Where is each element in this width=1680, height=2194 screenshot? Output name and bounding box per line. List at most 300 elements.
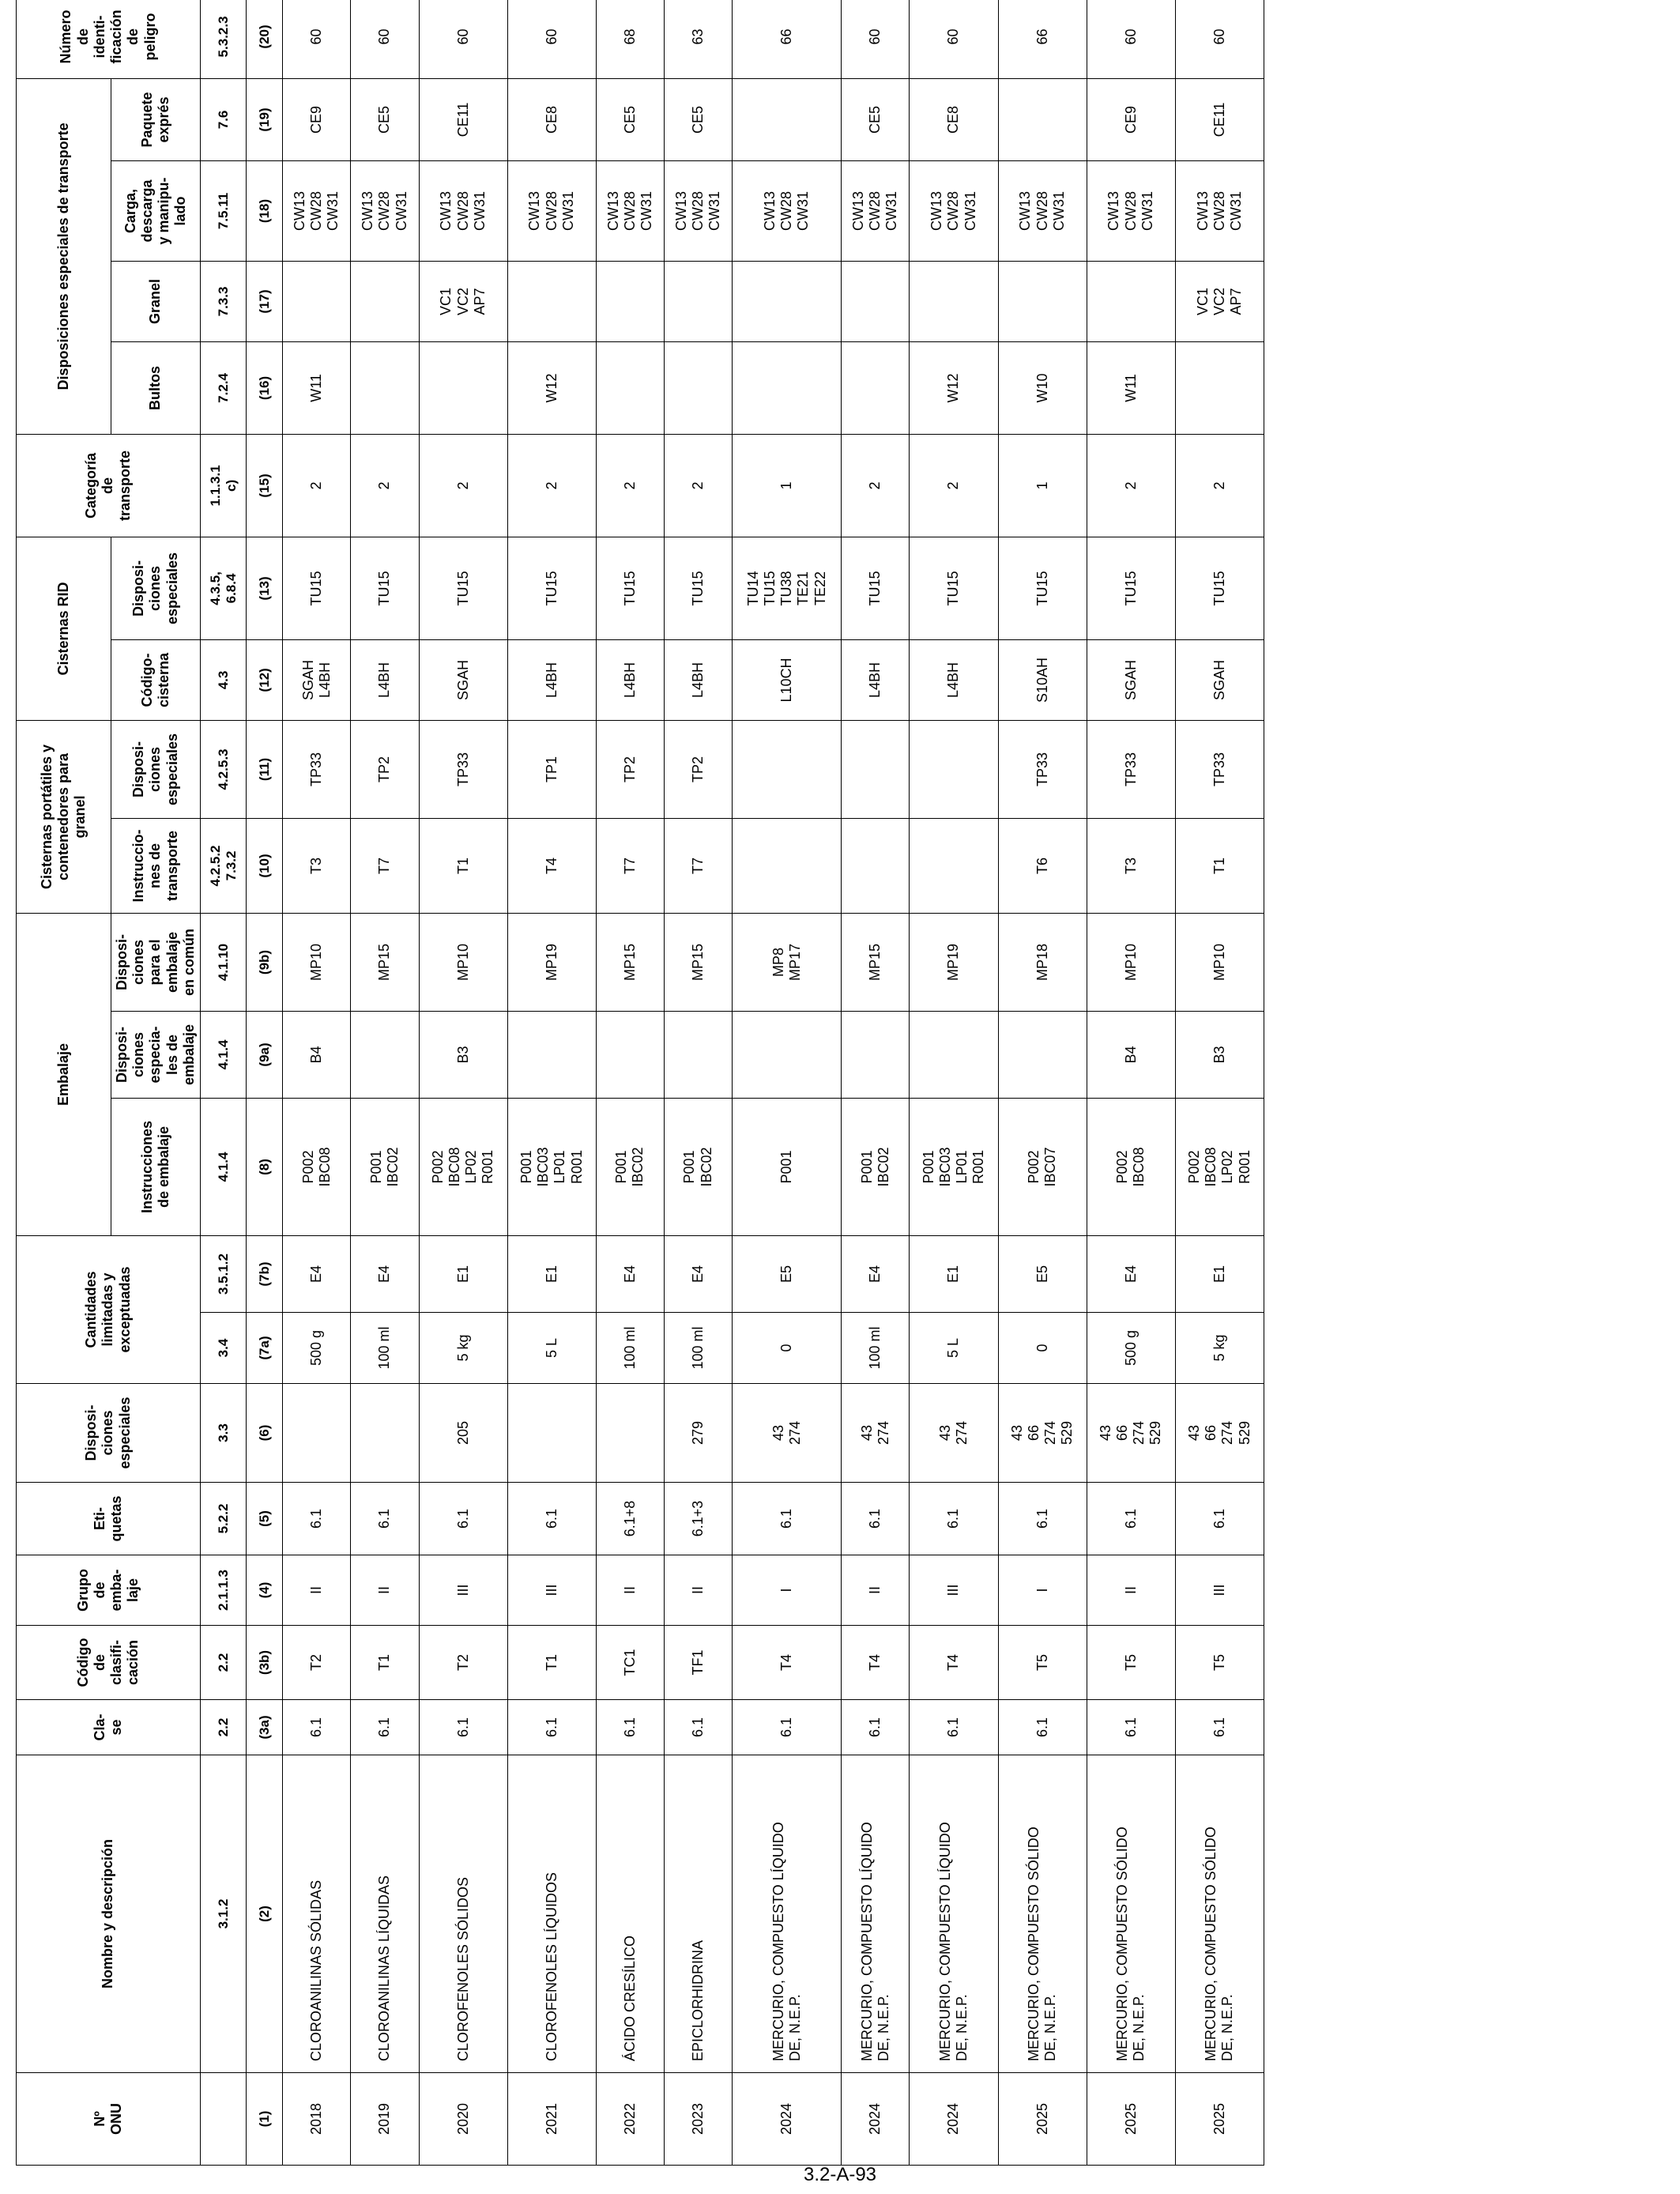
column-number-cell: (19) xyxy=(247,78,283,160)
table-cell: MP15 xyxy=(665,913,733,1011)
table-cell xyxy=(842,1012,910,1099)
header-limited-quantities: Cantidades limitadas y exceptuadas xyxy=(17,1236,201,1384)
table-row xyxy=(1087,0,1175,2166)
table-cell: CW13 CW28 CW31 xyxy=(507,160,596,261)
table-cell: E4 xyxy=(351,1236,419,1313)
table-cell: T1 xyxy=(419,818,507,913)
table-cell: P001 xyxy=(733,1099,842,1236)
table-cell xyxy=(665,1012,733,1099)
table-cell: CW13 CW28 CW31 xyxy=(1087,160,1175,261)
table-cell: III xyxy=(1175,1555,1264,1626)
table-cell: CW13 CW28 CW31 xyxy=(842,160,910,261)
table-cell: T3 xyxy=(283,818,351,913)
table-cell: W11 xyxy=(283,341,351,434)
table-cell: TF1 xyxy=(665,1626,733,1700)
header-class: Cla- se xyxy=(17,1700,201,1755)
table-cell: 500 g xyxy=(283,1313,351,1384)
table-cell: T1 xyxy=(351,1626,419,1700)
header-rid-tanks: Cisternas RID xyxy=(17,537,111,720)
table-cell: II xyxy=(351,1555,419,1626)
table-cell xyxy=(733,341,842,434)
substance-name-cell: MERCURIO, COMPUESTO LÍQUIDO DE, N.E.P. xyxy=(733,1755,842,2073)
header-special-transport: Disposiciones especiales de transporte xyxy=(17,78,111,434)
column-number-cell: (17) xyxy=(247,261,283,341)
substance-name-cell: MERCURIO, COMPUESTO SÓLIDO DE, N.E.P. xyxy=(1087,1755,1175,2073)
table-cell: TP33 xyxy=(1175,720,1264,818)
table-row xyxy=(1175,0,1264,2166)
table-cell xyxy=(998,1012,1087,1099)
table-cell: L4BH xyxy=(507,639,596,720)
column-number-cell: (2) xyxy=(247,1755,283,2073)
table-cell: TP2 xyxy=(596,720,664,818)
table-cell xyxy=(596,261,664,341)
table-cell: TP33 xyxy=(998,720,1087,818)
table-cell: 6.1 xyxy=(998,1700,1087,1755)
table-cell: CW13 CW28 CW31 xyxy=(998,160,1087,261)
table-cell: E4 xyxy=(283,1236,351,1313)
table-cell: 5 L xyxy=(910,1313,998,1384)
table-cell: MP15 xyxy=(596,913,664,1011)
table-cell xyxy=(596,1384,664,1483)
column-number-cell: (10) xyxy=(247,818,283,913)
table-cell xyxy=(910,261,998,341)
table-cell: TP1 xyxy=(507,720,596,818)
table-cell: T1 xyxy=(507,1626,596,1700)
table-cell: 6.1 xyxy=(351,1700,419,1755)
table-cell: P002 IBC08 LP02 R001 xyxy=(419,1099,507,1236)
table-row xyxy=(733,0,842,2166)
table-cell: E4 xyxy=(1087,1236,1175,1313)
table-cell: 100 ml xyxy=(842,1313,910,1384)
table-cell: 6.1+8 xyxy=(596,1483,664,1555)
substance-name-cell: MERCURIO, COMPUESTO LÍQUIDO DE, N.E.P. xyxy=(842,1755,910,2073)
substance-name-cell: CLOROANILINAS SÓLIDAS xyxy=(283,1755,351,2073)
table-cell: CE8 xyxy=(507,78,596,160)
table-cell: 2 xyxy=(419,434,507,537)
table-cell: 6.1 xyxy=(733,1483,842,1555)
header-tank-special: Disposi- ciones especiales xyxy=(111,537,201,639)
table-cell: L4BH xyxy=(910,639,998,720)
table-cell: 1 xyxy=(998,434,1087,537)
table-cell: II xyxy=(842,1555,910,1626)
table-cell: 1 xyxy=(733,434,842,537)
table-cell xyxy=(351,1384,419,1483)
table-cell: I xyxy=(733,1555,842,1626)
table-cell: 5 L xyxy=(507,1313,596,1384)
table-cell: T4 xyxy=(733,1626,842,1700)
table-cell: E5 xyxy=(733,1236,842,1313)
table-row xyxy=(665,0,733,2166)
table-cell: CE5 xyxy=(665,78,733,160)
table-cell: SGAH xyxy=(1175,639,1264,720)
table-cell: 43 274 xyxy=(842,1384,910,1483)
column-number-cell: (5) xyxy=(247,1483,283,1555)
table-cell: 279 xyxy=(665,1384,733,1483)
un-number-cell: 2019 xyxy=(351,2073,419,2166)
table-cell: P001 IBC02 xyxy=(665,1099,733,1236)
table-cell xyxy=(351,261,419,341)
table-cell xyxy=(842,261,910,341)
table-cell: T2 xyxy=(283,1626,351,1700)
column-number-cell: (12) xyxy=(247,639,283,720)
table-cell: CW13 CW28 CW31 xyxy=(733,160,842,261)
substance-name-cell: EPICLORHIDRINA xyxy=(665,1755,733,2073)
table-cell: W11 xyxy=(1087,341,1175,434)
column-number-cell: (16) xyxy=(247,341,283,434)
table-cell: 500 g xyxy=(1087,1313,1175,1384)
table-cell: 68 xyxy=(596,0,664,78)
table-cell: P001 IBC03 LP01 R001 xyxy=(507,1099,596,1236)
table-cell: T4 xyxy=(842,1626,910,1700)
table-cell: 6.1 xyxy=(507,1483,596,1555)
table-cell: CE5 xyxy=(351,78,419,160)
table-cell xyxy=(998,261,1087,341)
reference-row xyxy=(201,0,247,2166)
table-cell: 5 kg xyxy=(1175,1313,1264,1384)
table-cell: L10CH xyxy=(733,639,842,720)
table-cell: 60 xyxy=(842,0,910,78)
header-loading: Carga, descarga y manipu- lado xyxy=(111,160,201,261)
header-portable-tanks: Cisternas portátiles y contenedores para granel xyxy=(17,720,111,913)
table-cell: T6 xyxy=(998,818,1087,913)
table-cell: L4BH xyxy=(842,639,910,720)
table-cell: T3 xyxy=(1087,818,1175,913)
table-cell: P002 IBC08 xyxy=(1087,1099,1175,1236)
reference-cell: 4.1.4 xyxy=(201,1012,247,1099)
table-cell: TU15 xyxy=(842,537,910,639)
table-cell: TU15 xyxy=(596,537,664,639)
table-cell: 60 xyxy=(1175,0,1264,78)
header-hazard-id: Número de identi- ficación de peligro xyxy=(17,0,201,78)
table-cell: 6.1 xyxy=(419,1700,507,1755)
dangerous-goods-table xyxy=(16,0,1264,2166)
un-number-cell: 2024 xyxy=(910,2073,998,2166)
reference-cell: 4.3.5, 6.8.4 xyxy=(201,537,247,639)
table-cell: W12 xyxy=(910,341,998,434)
table-cell: W12 xyxy=(507,341,596,434)
table-cell xyxy=(842,818,910,913)
table-cell: 6.1 xyxy=(1087,1483,1175,1555)
table-cell: T2 xyxy=(419,1626,507,1700)
table-cell: S10AH xyxy=(998,639,1087,720)
table-cell: 6.1 xyxy=(283,1483,351,1555)
table-cell: T5 xyxy=(998,1626,1087,1700)
table-cell: E4 xyxy=(842,1236,910,1313)
table-cell: 6.1 xyxy=(1087,1700,1175,1755)
table-cell xyxy=(733,1012,842,1099)
table-cell: MP10 xyxy=(283,913,351,1011)
table-cell: MP10 xyxy=(1175,913,1264,1011)
table-cell: E4 xyxy=(596,1236,664,1313)
table-cell: T5 xyxy=(1175,1626,1264,1700)
column-number-cell: (11) xyxy=(247,720,283,818)
dangerous-goods-table-rotated xyxy=(16,9,1264,2166)
reference-cell: 7.2.4 xyxy=(201,341,247,434)
table-cell: TU15 xyxy=(419,537,507,639)
table-cell xyxy=(733,261,842,341)
table-cell xyxy=(733,818,842,913)
un-number-cell: 2020 xyxy=(419,2073,507,2166)
table-cell: 66 xyxy=(998,0,1087,78)
table-cell: T1 xyxy=(1175,818,1264,913)
table-cell: P002 IBC08 xyxy=(283,1099,351,1236)
table-cell: CW13 CW28 CW31 xyxy=(596,160,664,261)
table-cell xyxy=(842,341,910,434)
un-number-cell: 2024 xyxy=(733,2073,842,2166)
reference-cell: 4.1.10 xyxy=(201,913,247,1011)
header-packing-instructions: Instrucciones de embalaje xyxy=(111,1099,201,1236)
table-cell: W10 xyxy=(998,341,1087,434)
reference-cell: 5.2.2 xyxy=(201,1483,247,1555)
header-mixed-packing: Disposi- ciones para el embalaje en común xyxy=(111,913,201,1011)
table-cell: CE5 xyxy=(596,78,664,160)
substance-name-cell: CLOROFENOLES LÍQUIDOS xyxy=(507,1755,596,2073)
table-cell: SGAH xyxy=(419,639,507,720)
table-cell: CW13 CW28 CW31 xyxy=(665,160,733,261)
table-cell: P001 IBC02 xyxy=(596,1099,664,1236)
table-row xyxy=(596,0,664,2166)
table-cell: T4 xyxy=(507,818,596,913)
table-cell: CE5 xyxy=(842,78,910,160)
table-cell: B3 xyxy=(419,1012,507,1099)
column-number-cell: (9b) xyxy=(247,913,283,1011)
table-cell: CW13 CW28 CW31 xyxy=(283,160,351,261)
table-cell: CE9 xyxy=(283,78,351,160)
table-cell xyxy=(596,341,664,434)
header-special-packing-provisions: Disposi- ciones especia- les de embalaje xyxy=(111,1012,201,1099)
table-cell: CE8 xyxy=(910,78,998,160)
reference-cell: 4.3 xyxy=(201,639,247,720)
table-cell: P002 IBC07 xyxy=(998,1099,1087,1236)
table-cell: 60 xyxy=(910,0,998,78)
table-cell: T7 xyxy=(596,818,664,913)
header-packaging: Embalaje xyxy=(17,913,111,1235)
table-cell: 100 ml xyxy=(665,1313,733,1384)
reference-cell: 5.3.2.3 xyxy=(201,0,247,78)
header-special-provisions: Disposi- ciones especiales xyxy=(17,1384,201,1483)
table-cell: TU15 xyxy=(998,537,1087,639)
table-cell: SGAH L4BH xyxy=(283,639,351,720)
un-number-cell: 2025 xyxy=(998,2073,1087,2166)
reference-cell: 4.1.4 xyxy=(201,1099,247,1236)
table-cell xyxy=(665,341,733,434)
table-cell: MP10 xyxy=(419,913,507,1011)
table-cell: SGAH xyxy=(1087,639,1175,720)
table-cell: TP2 xyxy=(665,720,733,818)
column-number-cell: (3a) xyxy=(247,1700,283,1755)
reference-cell: 4.2.5.2 7.3.2 xyxy=(201,818,247,913)
table-cell: 2 xyxy=(1175,434,1264,537)
table-cell: 6.1 xyxy=(733,1700,842,1755)
table-cell: 2 xyxy=(283,434,351,537)
table-cell: E1 xyxy=(910,1236,998,1313)
column-number-cell: (6) xyxy=(247,1384,283,1483)
table-cell: TU15 xyxy=(351,537,419,639)
table-row xyxy=(998,0,1087,2166)
table-cell: III xyxy=(910,1555,998,1626)
reference-cell: 3.4 xyxy=(201,1313,247,1384)
table-cell xyxy=(665,261,733,341)
table-cell: 5 kg xyxy=(419,1313,507,1384)
table-cell: II xyxy=(1087,1555,1175,1626)
header-transport-category: Categoría de transporte xyxy=(17,434,201,537)
header-pt-instructions: Instruccio- nes de transporte xyxy=(111,818,201,913)
table-body xyxy=(283,0,1264,2166)
table-cell: P001 IBC03 LP01 R001 xyxy=(910,1099,998,1236)
table-cell: E1 xyxy=(507,1236,596,1313)
table-cell xyxy=(733,78,842,160)
table-cell: P001 IBC02 xyxy=(351,1099,419,1236)
table-cell: T4 xyxy=(910,1626,998,1700)
table-cell: 6.1 xyxy=(910,1700,998,1755)
table-cell: TU15 xyxy=(507,537,596,639)
table-cell: III xyxy=(419,1555,507,1626)
table-cell: TU15 xyxy=(910,537,998,639)
header-labels: Eti- quetas xyxy=(17,1483,201,1555)
table-cell: P001 IBC02 xyxy=(842,1099,910,1236)
table-cell: CW13 CW28 CW31 xyxy=(419,160,507,261)
table-cell: TU15 xyxy=(1087,537,1175,639)
reference-cell: 2.2 xyxy=(201,1626,247,1700)
header-tank-code: Código- cisterna xyxy=(111,639,201,720)
substance-name-cell: CLOROANILINAS LÍQUIDAS xyxy=(351,1755,419,2073)
table-cell xyxy=(507,1012,596,1099)
table-cell: 100 ml xyxy=(351,1313,419,1384)
table-cell xyxy=(733,720,842,818)
un-number-cell: 2023 xyxy=(665,2073,733,2166)
table-cell xyxy=(842,720,910,818)
table-cell: MP18 xyxy=(998,913,1087,1011)
un-number-cell: 2025 xyxy=(1087,2073,1175,2166)
substance-name-cell: MERCURIO, COMPUESTO SÓLIDO DE, N.E.P. xyxy=(1175,1755,1264,2073)
table-cell: 63 xyxy=(665,0,733,78)
table-cell: 2 xyxy=(507,434,596,537)
table-cell: TP33 xyxy=(419,720,507,818)
table-cell: L4BH xyxy=(665,639,733,720)
table-cell xyxy=(1175,341,1264,434)
column-number-cell: (15) xyxy=(247,434,283,537)
table-cell: 6.1 xyxy=(910,1483,998,1555)
table-cell xyxy=(351,341,419,434)
table-cell: 2 xyxy=(910,434,998,537)
table-cell: MP19 xyxy=(910,913,998,1011)
un-number-cell: 2021 xyxy=(507,2073,596,2166)
table-cell: 6.1 xyxy=(351,1483,419,1555)
table-cell: T5 xyxy=(1087,1626,1175,1700)
table-row xyxy=(283,0,351,2166)
header-packages: Bultos xyxy=(111,341,201,434)
table-cell: P002 IBC08 LP02 R001 xyxy=(1175,1099,1264,1236)
table-cell: TP33 xyxy=(1087,720,1175,818)
table-cell: 0 xyxy=(733,1313,842,1384)
table-row xyxy=(842,0,910,2166)
table-cell: E4 xyxy=(665,1236,733,1313)
substance-name-cell: CLOROFENOLES SÓLIDOS xyxy=(419,1755,507,2073)
column-number-cell: (8) xyxy=(247,1099,283,1236)
table-cell: TU14 TU15 TU38 TE21 TE22 xyxy=(733,537,842,639)
table-cell: 43 274 xyxy=(910,1384,998,1483)
reference-cell: 4.2.5.3 xyxy=(201,720,247,818)
table-cell: 6.1 xyxy=(842,1483,910,1555)
table-cell: I xyxy=(998,1555,1087,1626)
table-cell: 6.1 xyxy=(842,1700,910,1755)
table-cell: 2 xyxy=(665,434,733,537)
table-cell: 0 xyxy=(998,1313,1087,1384)
reference-cell: 3.5.1.2 xyxy=(201,1236,247,1313)
table-cell: B3 xyxy=(1175,1012,1264,1099)
header-packing-group: Grupo de emba- laje xyxy=(17,1555,201,1626)
table-row xyxy=(351,0,419,2166)
header-name: Nombre y descripción xyxy=(17,1755,201,2073)
table-row xyxy=(507,0,596,2166)
table-cell: 43 66 274 529 xyxy=(998,1384,1087,1483)
table-cell: CE11 xyxy=(1175,78,1264,160)
table-cell: 60 xyxy=(419,0,507,78)
table-cell: MP19 xyxy=(507,913,596,1011)
column-number-cell: (18) xyxy=(247,160,283,261)
table-cell: T7 xyxy=(351,818,419,913)
table-cell: VC1 VC2 AP7 xyxy=(419,261,507,341)
table-cell: 60 xyxy=(1087,0,1175,78)
table-cell xyxy=(596,1012,664,1099)
table-cell: 66 xyxy=(733,0,842,78)
table-cell: 6.1 xyxy=(665,1700,733,1755)
table-cell: VC1 VC2 AP7 xyxy=(1175,261,1264,341)
column-number-cell: (9a) xyxy=(247,1012,283,1099)
column-number-cell: (7a) xyxy=(247,1313,283,1384)
header-pt-special: Disposi- ciones especiales xyxy=(111,720,201,818)
table-cell: B4 xyxy=(283,1012,351,1099)
table-cell: II xyxy=(665,1555,733,1626)
column-number-cell: (4) xyxy=(247,1555,283,1626)
un-number-cell: 2018 xyxy=(283,2073,351,2166)
table-cell xyxy=(910,1012,998,1099)
column-number-cell: (3b) xyxy=(247,1626,283,1700)
column-number-cell: (20) xyxy=(247,0,283,78)
table-cell: TU15 xyxy=(283,537,351,639)
table-cell: II xyxy=(596,1555,664,1626)
reference-cell: 1.1.3.1 c) xyxy=(201,434,247,537)
table-cell: 60 xyxy=(283,0,351,78)
table-cell xyxy=(351,1012,419,1099)
table-cell: 6.1 xyxy=(998,1483,1087,1555)
table-cell: TU15 xyxy=(1175,537,1264,639)
reference-cell: 7.5.11 xyxy=(201,160,247,261)
table-cell: CE11 xyxy=(419,78,507,160)
table-cell: L4BH xyxy=(596,639,664,720)
table-cell: CW13 CW28 CW31 xyxy=(351,160,419,261)
table-cell: 6.1+3 xyxy=(665,1483,733,1555)
un-number-cell: 2025 xyxy=(1175,2073,1264,2166)
table-cell: MP8 MP17 xyxy=(733,913,842,1011)
table-row xyxy=(910,0,998,2166)
table-cell: 60 xyxy=(351,0,419,78)
table-cell: 6.1 xyxy=(596,1700,664,1755)
un-number-cell: 2022 xyxy=(596,2073,664,2166)
table-cell: 6.1 xyxy=(419,1483,507,1555)
table-cell xyxy=(283,1384,351,1483)
table-cell: 60 xyxy=(507,0,596,78)
table-cell: 205 xyxy=(419,1384,507,1483)
table-cell: II xyxy=(283,1555,351,1626)
reference-cell: 2.1.1.3 xyxy=(201,1555,247,1626)
header-un-number: Nº ONU xyxy=(17,2073,201,2166)
table-cell: 43 274 xyxy=(733,1384,842,1483)
page-number: 3.2-A-93 xyxy=(803,2164,877,2185)
column-number-cell: (1) xyxy=(247,2073,283,2166)
table-cell: L4BH xyxy=(351,639,419,720)
header-express: Paquete exprés xyxy=(111,78,201,160)
